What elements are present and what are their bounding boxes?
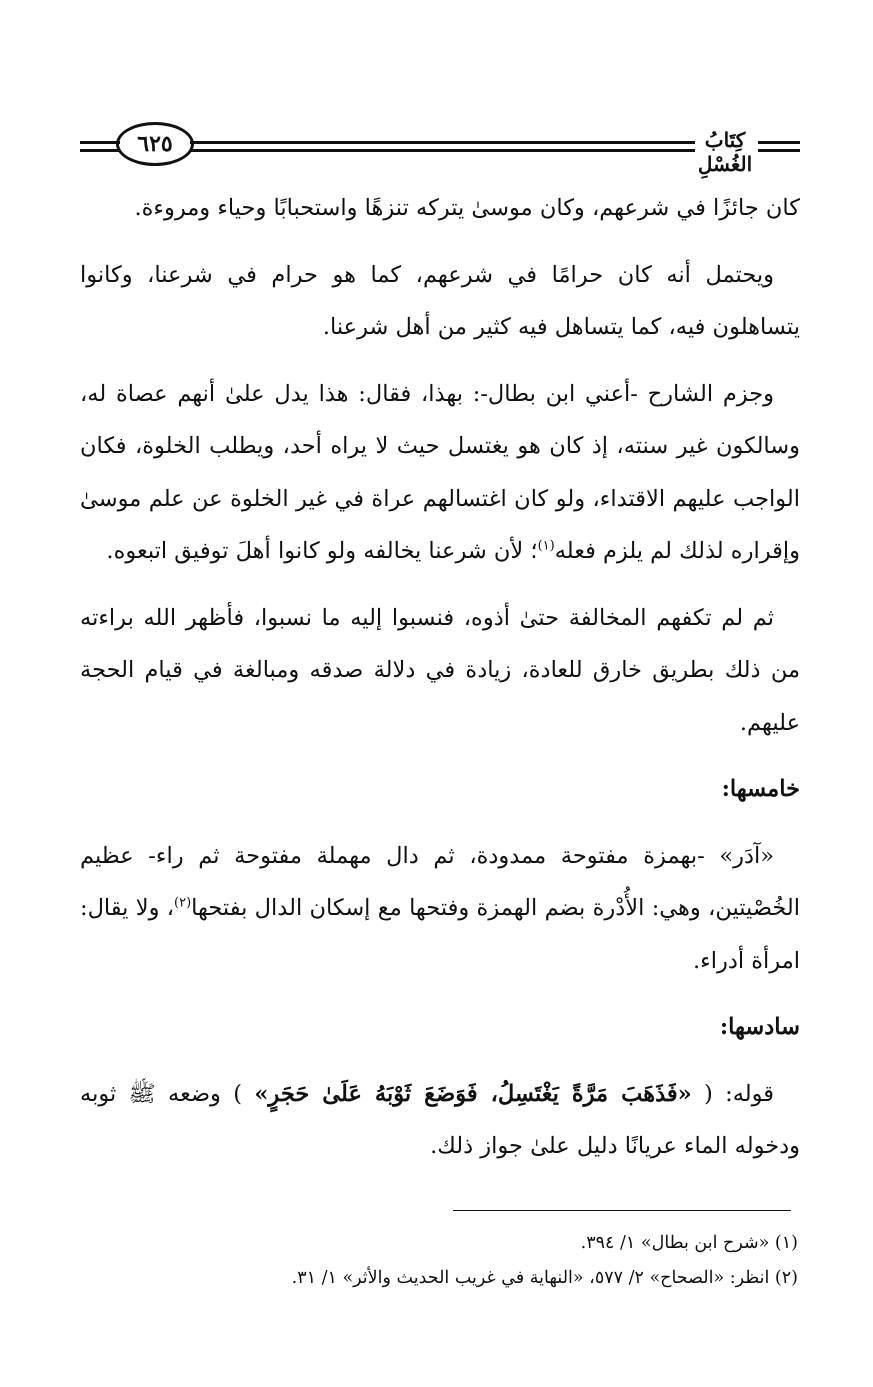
paragraph-6-tail: ) وضعه ﷺ ثوبه ودخوله الماء عريانًا دليل علىٰ جواز ذلك. — [80, 1080, 800, 1159]
footnote-1: (١) «شرح ابن بطال» ١/ ٣٩٤. — [580, 1233, 798, 1253]
paragraph-5 — [80, 830, 800, 988]
heading-fifth: خامسها: — [721, 776, 800, 802]
paragraph-5-tail: ، ولا يقال: امرأة أدراء. — [80, 895, 800, 974]
paragraph-1: كان جائزًا في شرعهم، وكان موسىٰ يتركه تنزهًا واستحبابًا وحياء ومروءة. — [134, 195, 800, 221]
footnote-2: (٢) انظر: «الصحاح» ٢/ ٥٧٧، «النهاية في غريب الحديث والأثر» ١/ ٣١. — [291, 1268, 798, 1288]
chapter-title: كِتَابُ الغُسْلِ — [697, 128, 753, 176]
header-rule-middle — [190, 141, 695, 152]
paragraph-3 — [80, 368, 800, 578]
footnote-separator — [453, 1210, 791, 1211]
footnote-ref-2: (٢) — [174, 895, 192, 911]
paragraph-3-tail: ؛ لأن شرعنا يخالفه ولو كانوا أهلَ توفيق اتبعوه. — [106, 538, 538, 564]
footnotes — [80, 1226, 798, 1296]
heading-sixth: سادسها: — [719, 1014, 800, 1040]
footnote-ref-1: (١) — [537, 538, 555, 554]
paragraph-4: ثم لم تكفهم المخالفة حتىٰ أذوه، فنسبوا إليه ما نسبوا، فأظهر الله براءته من ذلك بطريق خارق للعادة، زيادة في دلالة صدقه ومبالغة في قيام الحجة عليهم. — [80, 604, 800, 736]
hadith-quote: «فَذَهَبَ مَرَّةً يَغْتَسِلُ، فَوَضَعَ ثَوْبَهُ عَلَىٰ حَجَرٍ» — [254, 1080, 692, 1107]
paragraph-5-text: «آدَر» -بهمزة مفتوحة ممدودة، ثم دال مهملة مفتوحة ثم راء- عظيم الخُصْيتين، وهي: الأُدْرة بضم الهمزة وفتحها مع إسكان الدال بفتحها — [80, 842, 800, 921]
paragraph-3-text: وجزم الشارح -أعني ابن بطال-: بهذا، فقال: هذا يدل علىٰ أنهم عصاة له، وسالكون غير سنته، إذ كان هو يغتسل حيث لا يراه أحد، ويطلب الخلوة، فكان الواجب عليهم الاقتداء، ولو كان اغتسالهم عراة في غير الخلوة عن علم موسىٰ وإقراره لذلك لم يلزم فعله — [80, 380, 800, 564]
paragraph-6 — [80, 1068, 800, 1173]
page-header — [80, 118, 800, 176]
paragraph-6-lead: قوله: ( — [704, 1080, 775, 1107]
page-number: ٦٢٥ — [116, 122, 194, 166]
header-rule-left — [80, 141, 120, 152]
paragraph-2: ويحتمل أنه كان حرامًا في شرعهم، كما هو حرام في شرعنا، وكانوا يتساهلون فيه، كما يتساهل فيه كثير من أهل شرعنا. — [80, 261, 800, 340]
main-text — [80, 182, 800, 1187]
